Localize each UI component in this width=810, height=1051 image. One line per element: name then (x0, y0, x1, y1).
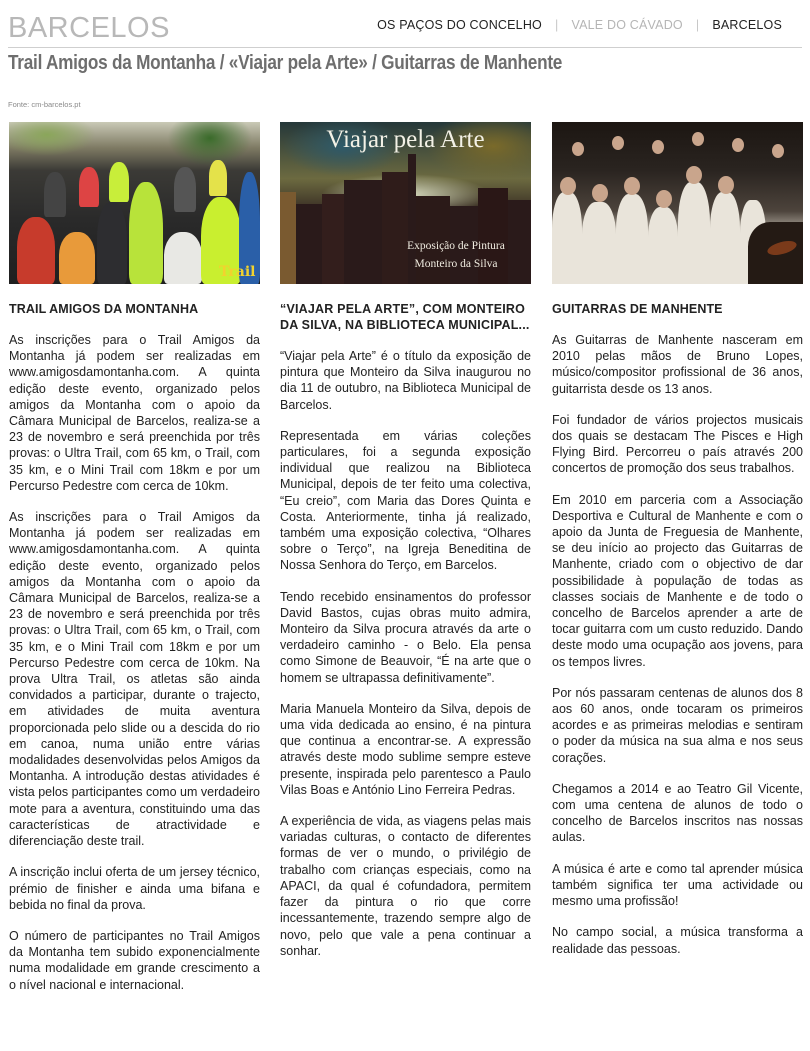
trail-runners-photo[interactable] (9, 122, 260, 284)
article-paragraph: A experiência de vida, as viagens pelas mais variadas culturas, o contacto de diferentes formas de ver o mundo, o privilégio de trabalho com crianças especiais, como na APACI, da qual é cofundadora, permitem fazer da pintura o rio que corre incessantemente, trazendo sempre algo de novo, pelo que vale a pena continuar a sonhar. (280, 814, 531, 958)
article-paragraph: O número de participantes no Trail Amigos da Montanha tem subido exponencialmente numa modalidade em grande crescimento a o nível nacional e internacional. (9, 928, 260, 992)
nav-item-vale-do-cavado[interactable]: VALE DO CÁVADO (571, 18, 683, 32)
article-paragraph: Tendo recebido ensinamentos do professor David Bastos, cujas obras muito admira, Monteiro da Silva procura através da arte o verdadeiro caminho - o Belo. Ela pensa como Simone de Beauvoir, “É na arte que o homem se ultrapassa definitivamente”. (280, 589, 531, 685)
nav-separator: | (555, 18, 559, 32)
article-paragraph: Foi fundador de vários projectos musicais dos quais se destacam The Pisces e High Flying Bird. Percorreu o país através 200 concertos de promoção dos seus trabalhos. (552, 412, 803, 476)
article-paragraph: Em 2010 em parceria com a Associação Desportiva e Cultural de Manhente e com o apoio da Junta de Freguesia de Manhente, se deu início ao projecto das Guitarras de Manhente, criado com o objectivo de dar possibilidade à população de todas as classes sociais de Manhente e de todo o concelho de Barcelos aprender a arte de tocar guitarra com um custo reduzido. Dando deste modo uma ocupação aos jovens, para os tempos livres. (552, 492, 803, 669)
article-paragraph: “Viajar pela Arte” é o título da exposição de pintura que Monteiro da Silva inaugurou no dia 11 de outubro, na Biblioteca Municipal de Barcelos. (280, 349, 531, 412)
top-navigation (377, 18, 782, 32)
article-paragraph: A música é arte e como tal aprender música também significa ter uma actividade ou mesmo uma profissão! (552, 861, 803, 909)
poster-title: Viajar pela Arte (326, 126, 485, 153)
article-trail-amigos-da-montanha (9, 122, 260, 993)
nav-separator: | (695, 18, 700, 32)
article-paragraph: No campo social, a música transforma a realidade das pessoas. (552, 925, 803, 956)
nav-item-pacos-do-concelho[interactable]: OS PAÇOS DO CONCELHO (377, 18, 542, 32)
article-title: “VIAJAR PELA ARTE”, COM MONTEIRO DA SILVA, NA BIBLIOTECA MUNICIPAL... (280, 302, 530, 332)
article-paragraph: As inscrições para o Trail Amigos da Montanha já podem ser realizadas em www.amigosdamontanha.com. A quinta edição deste evento, organizado pelos amigos da Montanha com o apoio da Câmara Municipal de Barcelos, realiza-se a 23 de novembro e será preenchida por três provas: o Ultra Trail, com 65 km, o Trail, com 35 km, e o Mini Trail com 18km e por um Percurso Pedestre com cerca de 10km. Na prova Ultra Trail, os atletas são ainda convidados a participar, durante o trajecto, em atividades de muita aventura proporcionada pelo slide ou a descida do rio em canoa, numa união entre várias modalidades desenvolvidas pelos Amigos da Montanha. A introdução destas atividades é vista pelos participantes como um verdadeiro mote para a aventura, constituindo uma das características de atractividade e diferenciação deste trail. (9, 510, 260, 849)
poster-subtitle: Exposição de Pintura (407, 240, 505, 252)
article-paragraph: Chegamos a 2014 e ao Teatro Gil Vicente, com uma centena de alunos de todo o concelho de Barcelos inscritos nas nossas aulas. (552, 781, 803, 845)
article-paragraph: As Guitarras de Manhente nasceram em 2010 pelas mãos de Bruno Lopes, músico/compositor profissional de 36 anos, guitarrista desde os 13 anos. (552, 333, 803, 396)
exhibition-poster-image[interactable] (280, 122, 531, 284)
article-paragraph: As inscrições para o Trail Amigos da Montanha já podem ser realizadas em www.amigosdamontanha.com. A quinta edição deste evento, organizado pelos amigos da Montanha com o apoio da Câmara Municipal de Barcelos, realiza-se a 23 de novembro e será preenchida por três provas: o Ultra Trail, com 65 km, o Trail, com 35 km, e o Mini Trail com 18km e por um Percurso Pedestre com cerca de 10km. (9, 333, 260, 493)
article-paragraph: Representada em várias coleções particulares, foi a segunda exposição individual que realizou na Biblioteca Municipal, depois de ter feito uma colectiva, “Eu creio”, com Maria das Dores Quinta e Costa. Anteriormente, tinha já realizado, também uma exposição colectiva, “Olhares sobre o Terço”, na Igreja Beneditina de Nossa Senhora do Terço, em Barcelos. (280, 428, 531, 573)
article-paragraph: Por nós passaram centenas de alunos dos 8 aos 60 anos, onde tocaram os primeiros acordes e as primeiras melodias e sentiram o poder da música na sua alma e nos seus corações. (552, 685, 803, 765)
header-divider (8, 47, 802, 48)
article-title: GUITARRAS DE MANHENTE (552, 302, 723, 316)
article-viajar-pela-arte (280, 122, 531, 959)
article-guitarras-de-manhente (552, 122, 803, 957)
site-brand[interactable]: BARCELOS (8, 12, 170, 44)
article-paragraph: A inscrição inclui oferta de um jersey técnico, prémio de finisher e ainda uma bifana e bebida no final da prova. (9, 865, 260, 912)
article-title: TRAIL AMIGOS DA MONTANHA (9, 302, 199, 316)
article-paragraph: Maria Manuela Monteiro da Silva, depois de uma vida dedicada ao ensino, é na pintura que continua a encontrar-se. A expressão através deste modo sublime sempre esteve presente, inspirada pelo parentesco a Paulo Vilas Boas e António Lino Ferreira Pedras. (280, 701, 531, 797)
trail-logo-text: Trail (219, 264, 256, 280)
source-credit: Fonte: cm-barcelos.pt (8, 100, 81, 109)
choir-orchestra-photo[interactable] (552, 122, 803, 284)
page-title: Trail Amigos da Montanha / «Viajar pela Arte» / Guitarras de Manhente (8, 52, 563, 74)
nav-item-barcelos[interactable]: BARCELOS (712, 18, 782, 32)
poster-artist: Monteiro da Silva (414, 258, 498, 270)
